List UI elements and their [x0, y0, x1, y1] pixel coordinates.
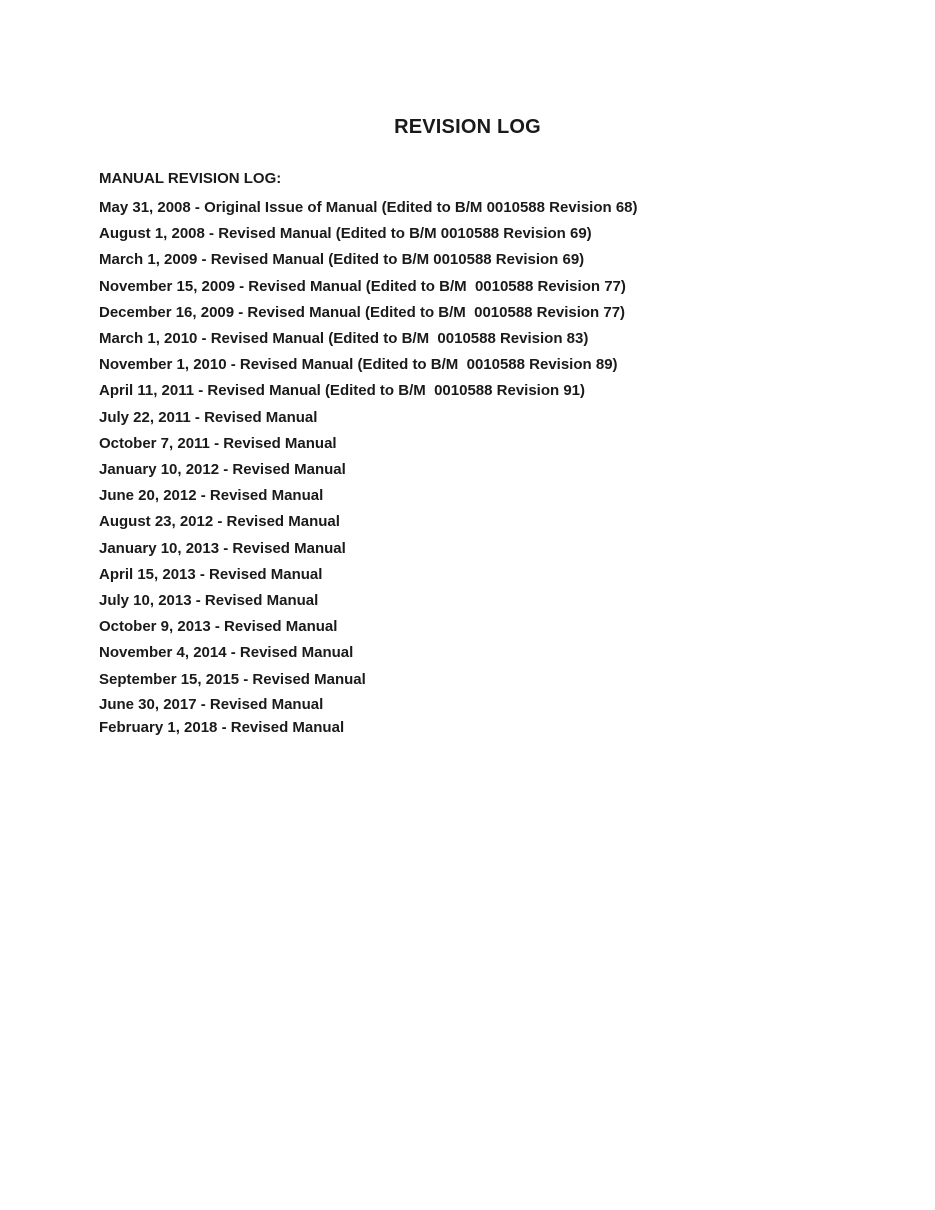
revision-entry: November 4, 2014 - Revised Manual — [99, 644, 354, 662]
revision-entry: March 1, 2009 - Revised Manual (Edited to B/M 0010588 Revision 69) — [99, 251, 585, 269]
revision-entry: March 1, 2010 - Revised Manual (Edited to B/M 0010588 Revision 83) — [99, 330, 589, 348]
revision-entry: August 1, 2008 - Revised Manual (Edited to B/M 0010588 Revision 69) — [99, 225, 592, 243]
page-title: REVISION LOG — [394, 116, 541, 138]
revision-entry: January 10, 2013 - Revised Manual — [99, 539, 346, 557]
revision-entry: July 10, 2013 - Revised Manual — [99, 592, 319, 610]
revision-entry: June 20, 2012 - Revised Manual — [99, 487, 324, 505]
revision-entry: April 11, 2011 - Revised Manual (Edited to B/M 0010588 Revision 91) — [99, 382, 586, 400]
revision-entry: November 15, 2009 - Revised Manual (Edited to B/M 0010588 Revision 77) — [99, 277, 626, 295]
revision-log-list — [99, 195, 638, 740]
revision-entry: December 16, 2009 - Revised Manual (Edited to B/M 0010588 Revision 77) — [99, 303, 626, 321]
revision-entry: October 7, 2011 - Revised Manual — [99, 434, 337, 452]
revision-entry: August 23, 2012 - Revised Manual — [99, 513, 340, 531]
revision-entry: October 9, 2013 - Revised Manual — [99, 618, 338, 636]
revision-entry: November 1, 2010 - Revised Manual (Edited to B/M 0010588 Revision 89) — [99, 356, 618, 374]
revision-entry: July 22, 2011 - Revised Manual — [99, 408, 318, 426]
revision-entry: September 15, 2015 - Revised Manual — [99, 670, 366, 688]
revision-entry: May 31, 2008 - Original Issue of Manual (Edited to B/M 0010588 Revision 68) — [99, 199, 638, 216]
revision-entry: February 1, 2018 - Revised Manual — [99, 719, 345, 737]
revision-log-heading: MANUAL REVISION LOG: — [99, 170, 282, 187]
revision-entry: April 15, 2013 - Revised Manual — [99, 565, 323, 583]
revision-entry: January 10, 2012 - Revised Manual — [99, 461, 346, 479]
revision-entry: June 30, 2017 - Revised Manual — [99, 695, 324, 713]
